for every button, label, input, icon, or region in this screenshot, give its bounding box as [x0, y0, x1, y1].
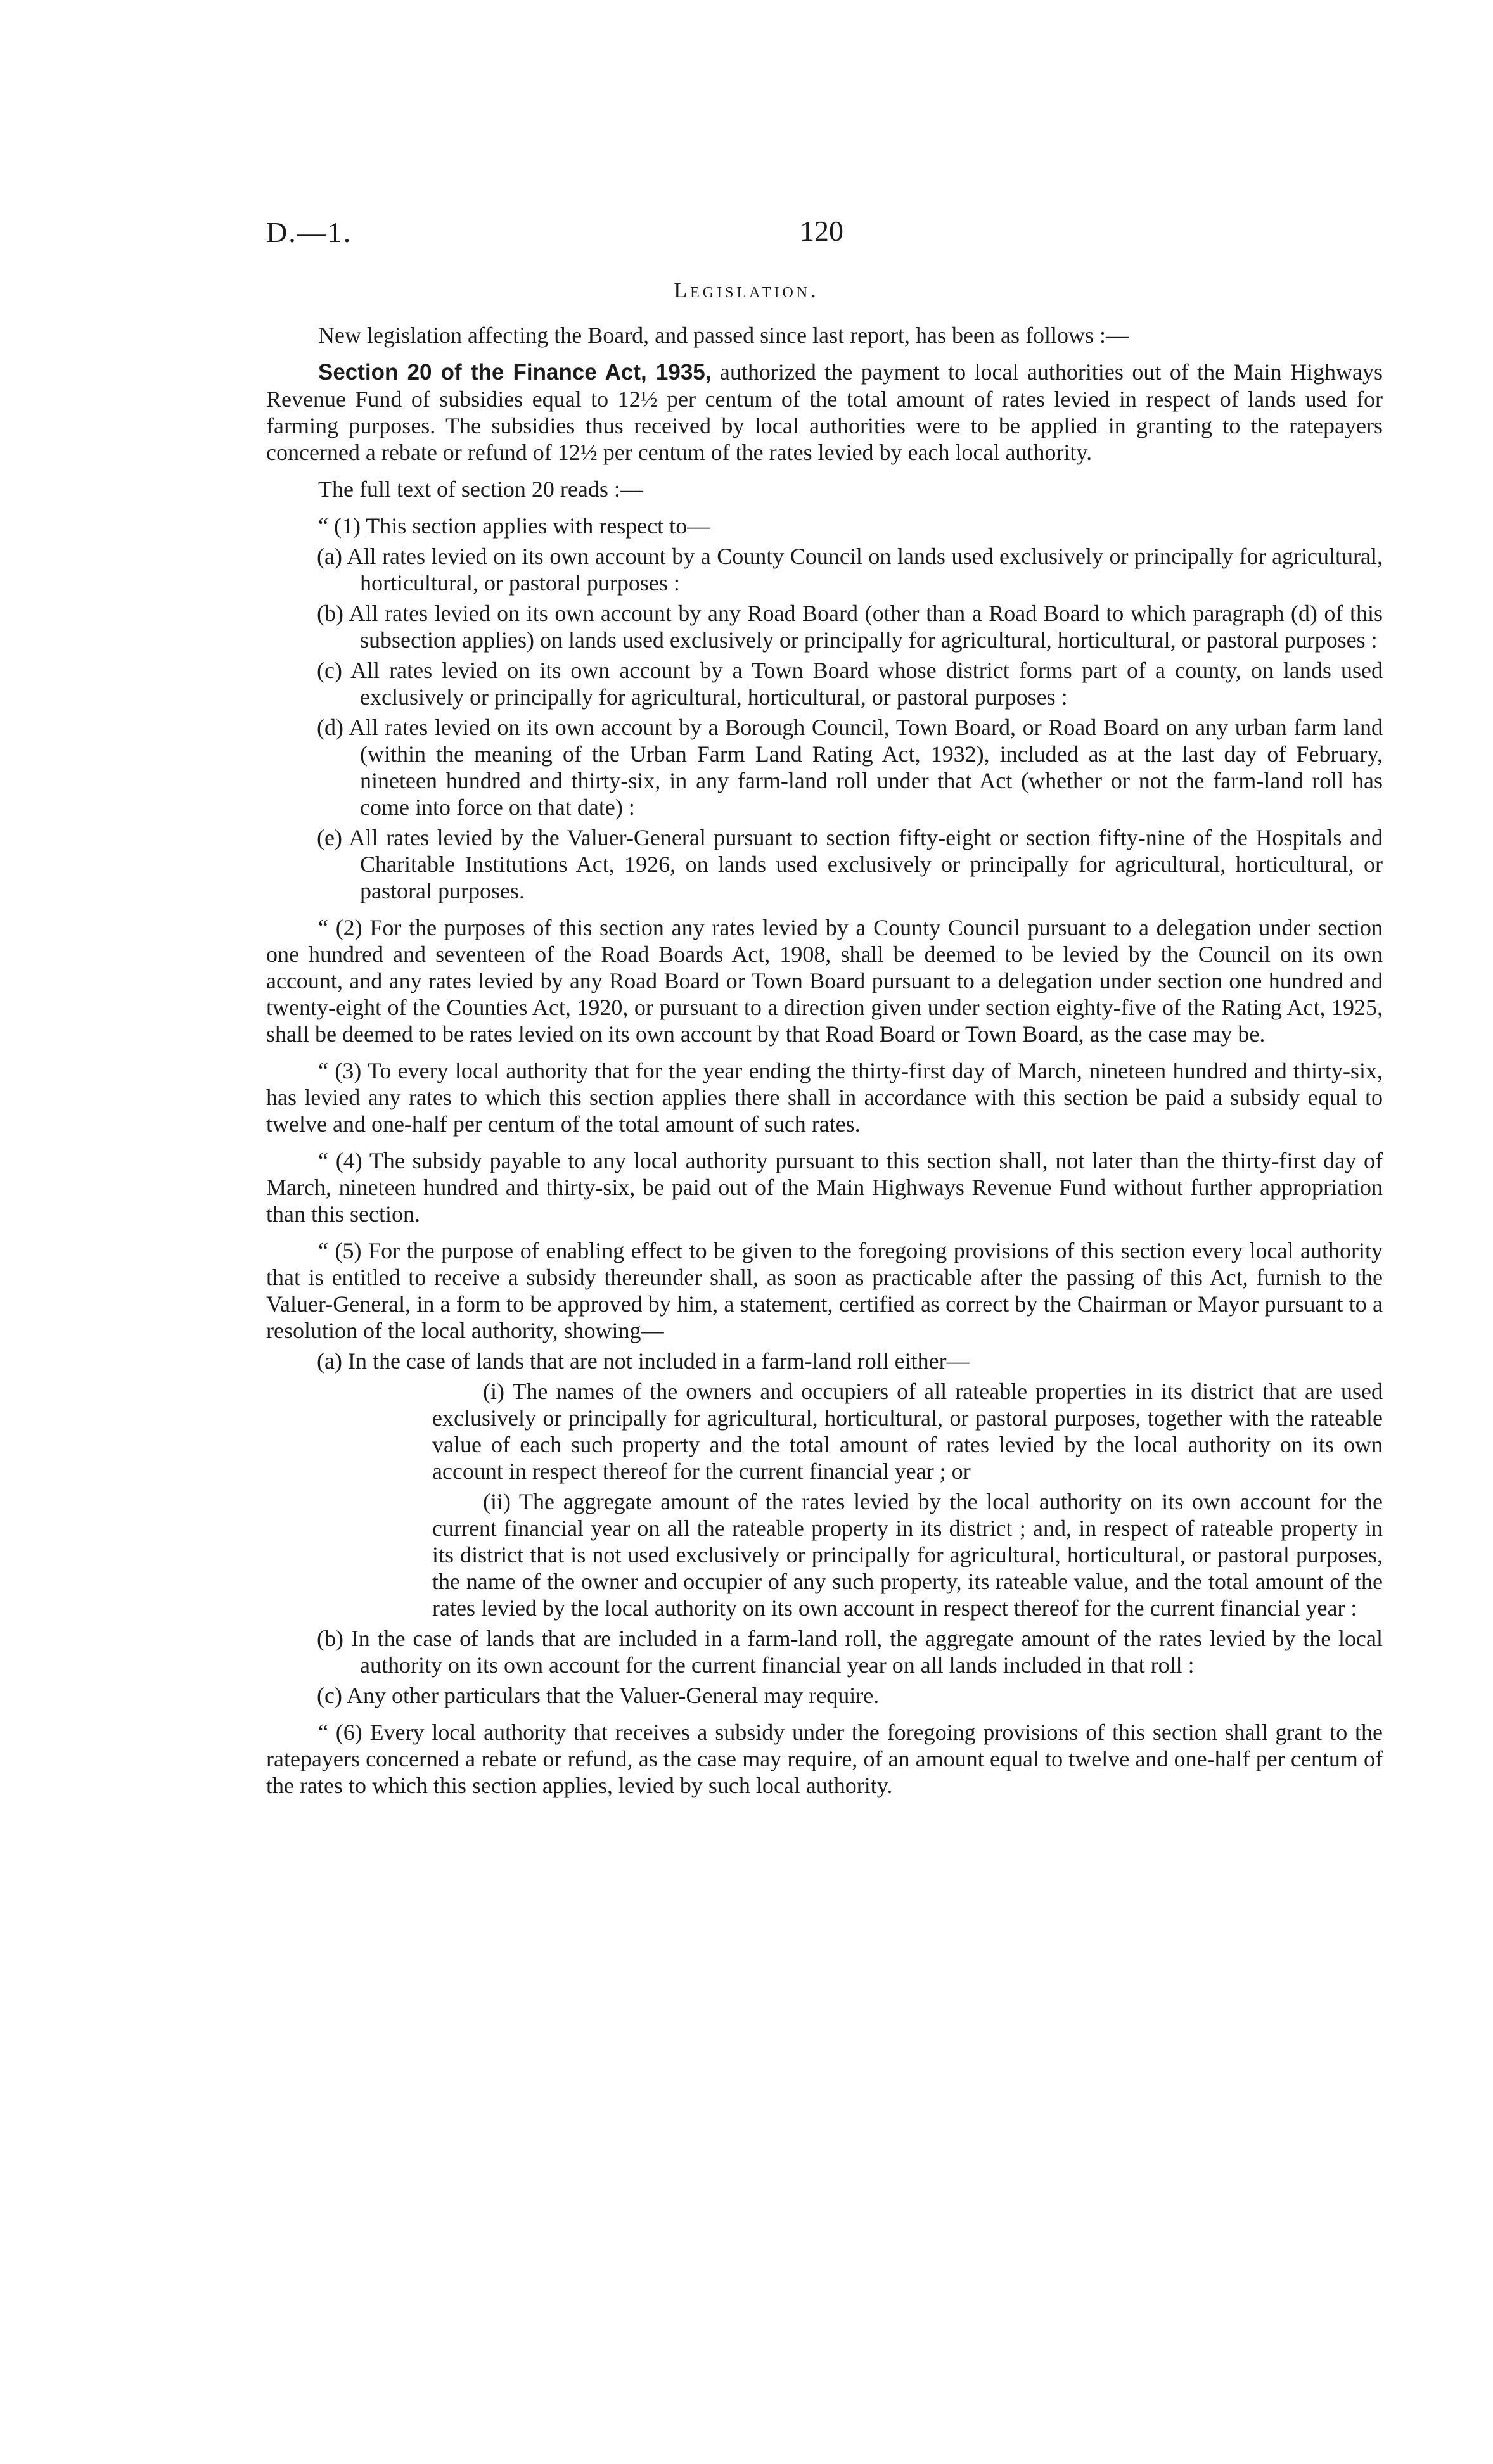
- intro-paragraph: New legislation affecting the Board, and passed since last report, has been as follows :—: [318, 322, 1129, 348]
- section-20-paragraph: [266, 359, 1383, 466]
- document-body: [266, 322, 1383, 1799]
- subsection-5-lead: “ (5) For the purpose of enabling effect to be given to the foregoing provisions of this section every local authority that is entitled to receive a subsidy thereunder shall, as soon as practicable after the passing of this Act, furnish to the Valuer-General, in a form to be approved by him, a statement, certified as correct by the Chairman or Mayor pursuant to a resolution of the local authority, showing—: [266, 1238, 1383, 1343]
- subsection-1-para-c: (c) All rates levied on its own account by a Town Board whose district forms part of a county, on lands used exclusively or principally for agricultural, horticultural, or pastoral purposes :: [317, 658, 1383, 710]
- subsection-4: “ (4) The subsidy payable to any local authority pursuant to this section shall, not later than the thirty-first day of March, nineteen hundred and thirty-six, be paid out of the Main Highways Revenue Fund without further appropriation than this section.: [266, 1148, 1383, 1227]
- section-heading: Legislation.: [674, 279, 819, 302]
- subsection-5-para-a-ii: (ii) The aggregate amount of the rates levied by the local authority on its own account for the current financial year on all the rateable property in its district ; and, in respect of rateable property in its district that is not used exclusively or principally for agricultural, horticultural, or pastoral purposes, the name of the owner and occupier of any such property, its rateable value, and the total amount of the rates levied by the local authority on its own account in respect thereof for the current financial year :: [432, 1489, 1383, 1621]
- subsection-6: “ (6) Every local authority that receives a subsidy under the foregoing provisions of this section shall grant to the ratepayers concerned a rebate or refund, as the case may require, of an amount equal to twelve and one-half per centum of the rates to which this section applies, levied by such local authority.: [266, 1720, 1383, 1798]
- subsection-1-para-b: (b) All rates levied on its own account by any Road Board (other than a Road Board to which paragraph (d) of this subsection applies) on lands used exclusively or principally for agricultural, horticultural, or pastoral purposes :: [317, 601, 1383, 653]
- full-text-intro: The full text of section 20 reads :—: [318, 476, 643, 502]
- subsection-1-lead: “ (1) This section applies with respect to—: [318, 513, 710, 539]
- page-number: 120: [800, 215, 843, 247]
- subsection-5-para-a: (a) In the case of lands that are not included in a farm-land roll either—: [317, 1348, 970, 1374]
- document-reference: D.—1.: [266, 216, 352, 248]
- subsection-3: “ (3) To every local authority that for the year ending the thirty-first day of March, nineteen hundred and thirty-six, has levied any rates to which this section applies there shall in accordance with this section be paid a subsidy equal to twelve and one-half per centum of the total amount of such rates.: [266, 1058, 1383, 1137]
- subsection-5-para-a-i: (i) The names of the owners and occupiers of all rateable properties in its district that are used exclusively or principally for agricultural, horticultural, or pastoral purposes, together with the rateable value of each such property and the total amount of rates levied by the local authority on its own account in respect thereof for the current financial year ; or: [432, 1379, 1383, 1484]
- subsection-1-para-d: (d) All rates levied on its own account by a Borough Council, Town Board, or Road Board on any urban farm land (within the meaning of the Urban Farm Land Rating Act, 1932), included as at the last day of February, nineteen hundred and thirty-six, in any farm-land roll under that Act (whether or not the farm-land roll has come into force on that date) :: [317, 715, 1383, 820]
- subsection-2: “ (2) For the purposes of this section any rates levied by a County Council pursuant to a delegation under section one hundred and seventeen of the Road Boards Act, 1908, shall be deemed to be levied by the Council on its own account, and any rates levied by any Road Board or Town Board pursuant to a delegation under section one hundred and twenty-eight of the Counties Act, 1920, or pursuant to a direction given under section eighty-five of the Rating Act, 1925, shall be deemed to be rates levied on its own account by that Road Board or Town Board, as the case may be.: [266, 915, 1383, 1047]
- subsection-1-para-a: (a) All rates levied on its own account by a County Council on lands used exclusively or principally for agricultural, horticultural, or pastoral purposes :: [317, 544, 1383, 596]
- section-20-title: Section 20 of the Finance Act, 1935,: [318, 360, 712, 385]
- subsection-5-para-b: (b) In the case of lands that are included in a farm-land roll, the aggregate amount of the rates levied by the local authority on its own account for the current financial year on all lands included in that roll :: [317, 1626, 1383, 1678]
- section-20-text: authorized the payment to local authorities out of the Main Highways Revenue Fund of subsidies equal to 12½ per centum of the total amount of rates levied in respect of lands used for farming purposes. The subsidies thus received by local authorities were to be applied in granting to the ratepayers concerned a rebate or refund of 12½ per centum of the rates levied by each local authority.: [266, 359, 1383, 465]
- subsection-1-para-e: (e) All rates levied by the Valuer-General pursuant to section fifty-eight or section fifty-nine of the Hospitals and Charitable Institutions Act, 1926, on lands used exclusively or principally for agricultural, horticultural, or pastoral purposes.: [317, 825, 1383, 903]
- subsection-5-para-c: (c) Any other particulars that the Valuer-General may require.: [317, 1683, 880, 1708]
